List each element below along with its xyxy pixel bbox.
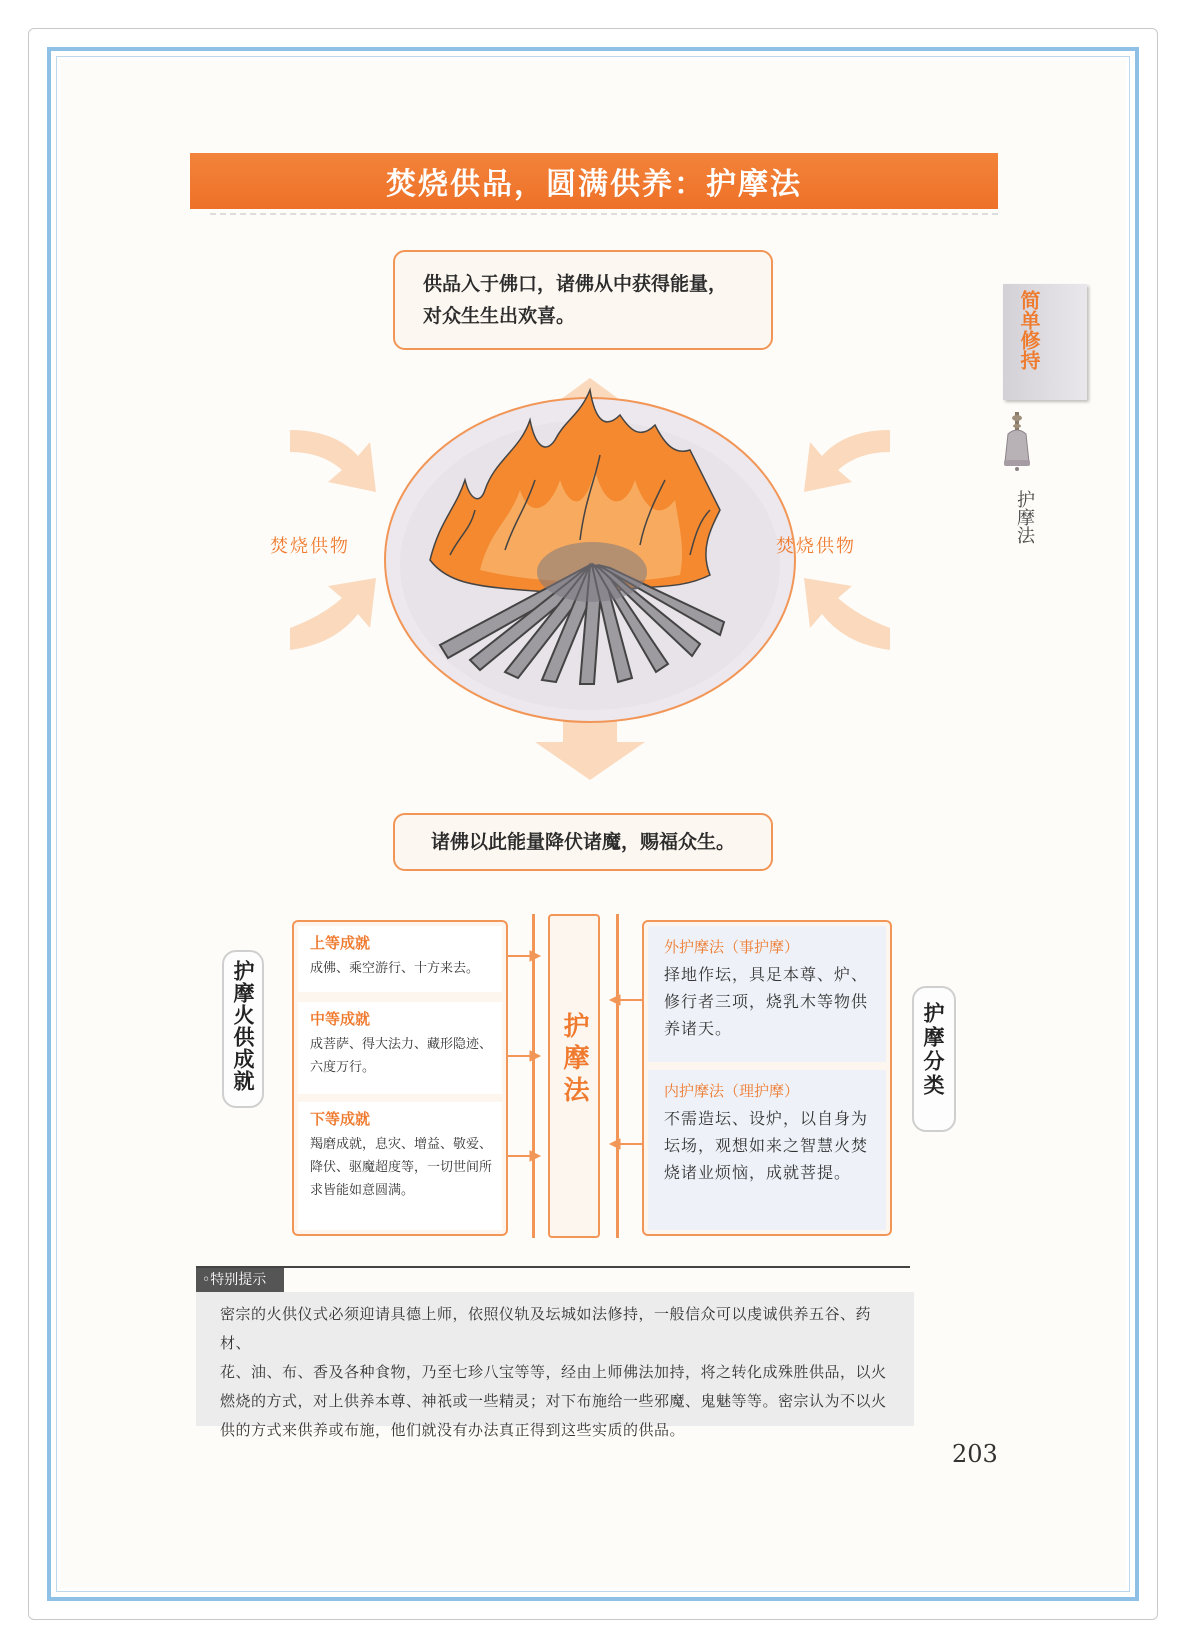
tip-box <box>196 1292 914 1439</box>
category-title: 内护摩法（理护摩） <box>664 1082 800 1100</box>
achievement-title: 下等成就 <box>310 1110 371 1128</box>
right-top-arrow <box>804 430 890 492</box>
category-title: 外护摩法（事护摩） <box>664 938 800 956</box>
page-number: 203 <box>952 1440 998 1468</box>
categories-panel <box>642 920 892 1236</box>
top-result-line-1: 供品入于佛口，诸佛从中获得能量， <box>423 273 728 295</box>
achievement-title: 中等成就 <box>310 1010 371 1028</box>
achievements-panel <box>292 920 508 1236</box>
burn-offering-label-left: 焚烧供物 <box>270 536 350 557</box>
achievement-label: 护摩火供成就 <box>231 960 256 1092</box>
center-label: 护摩法 <box>559 1012 589 1108</box>
bell-icon <box>1000 412 1034 476</box>
category-item-outer <box>648 926 886 1062</box>
achievement-title: 上等成就 <box>310 934 371 952</box>
left-top-arrow <box>290 430 376 492</box>
tip-line: 供的方式来供养或布施，他们就没有办法真正得到这些实质的供品。 <box>220 1421 686 1439</box>
tip-label: ◦特别提示 <box>196 1268 284 1292</box>
title-divider <box>210 213 998 215</box>
down-arrow <box>535 720 645 780</box>
center-left-rule <box>532 914 535 1238</box>
bottom-result-box <box>393 813 773 871</box>
center-right-rule <box>616 914 619 1238</box>
section-topic-label: 护摩法 <box>1014 490 1035 544</box>
achievement-desc: 成菩萨、得大法力、藏形隐迹、六度万行。 <box>310 1037 493 1075</box>
achievement-item-upper <box>298 926 502 992</box>
category-item-inner <box>648 1070 886 1230</box>
right-bottom-arrow <box>804 578 890 650</box>
tip-line: 燃烧的方式，对上供养本尊、神祇或一些精灵；对下布施给一些邪魔、鬼魅等等。密宗认为不以火 <box>220 1392 887 1410</box>
fire-diagram-illustration <box>280 360 900 820</box>
left-bottom-arrow <box>290 578 376 650</box>
category-label: 护摩分类 <box>921 1002 946 1098</box>
page-title: 焚烧供品，圆满供养：护摩法 <box>386 167 802 202</box>
tip-divider <box>196 1266 910 1268</box>
section-tab-label: 简单修持 <box>1017 290 1041 370</box>
burn-offering-label-right: 焚烧供物 <box>776 536 856 557</box>
category-desc: 不需造坛、设炉，以自身为坛场，观想如来之智慧火焚烧诸业烦恼，成就菩提。 <box>664 1109 869 1182</box>
bottom-result-text: 诸佛以此能量降伏诸魔，赐福众生。 <box>430 831 735 853</box>
achievement-item-middle <box>298 1002 502 1094</box>
achievement-item-lower <box>298 1102 502 1230</box>
tip-line: 密宗的火供仪式必须迎请具德上师，依照仪轨及坛城如法修持，一般信众可以虔诚供养五谷、药材、 <box>220 1305 872 1352</box>
top-result-line-2: 对众生生出欢喜。 <box>423 305 576 327</box>
title-banner <box>190 153 998 209</box>
category-desc: 择地作坛，具足本尊、炉、修行者三项，烧乳木等物供养诸天。 <box>664 965 869 1038</box>
achievement-desc: 成佛、乘空游行、十方来去。 <box>310 961 480 976</box>
top-result-box <box>393 250 773 350</box>
tip-line: 花、油、布、香及各种食物，乃至七珍八宝等等，经由上师佛法加持，将之转化成殊胜供品，以火 <box>220 1363 887 1381</box>
achievement-desc: 羯磨成就，息灾、增益、敬爱、降伏、驱魔超度等，一切世间所求皆能如意圆满。 <box>310 1137 493 1198</box>
